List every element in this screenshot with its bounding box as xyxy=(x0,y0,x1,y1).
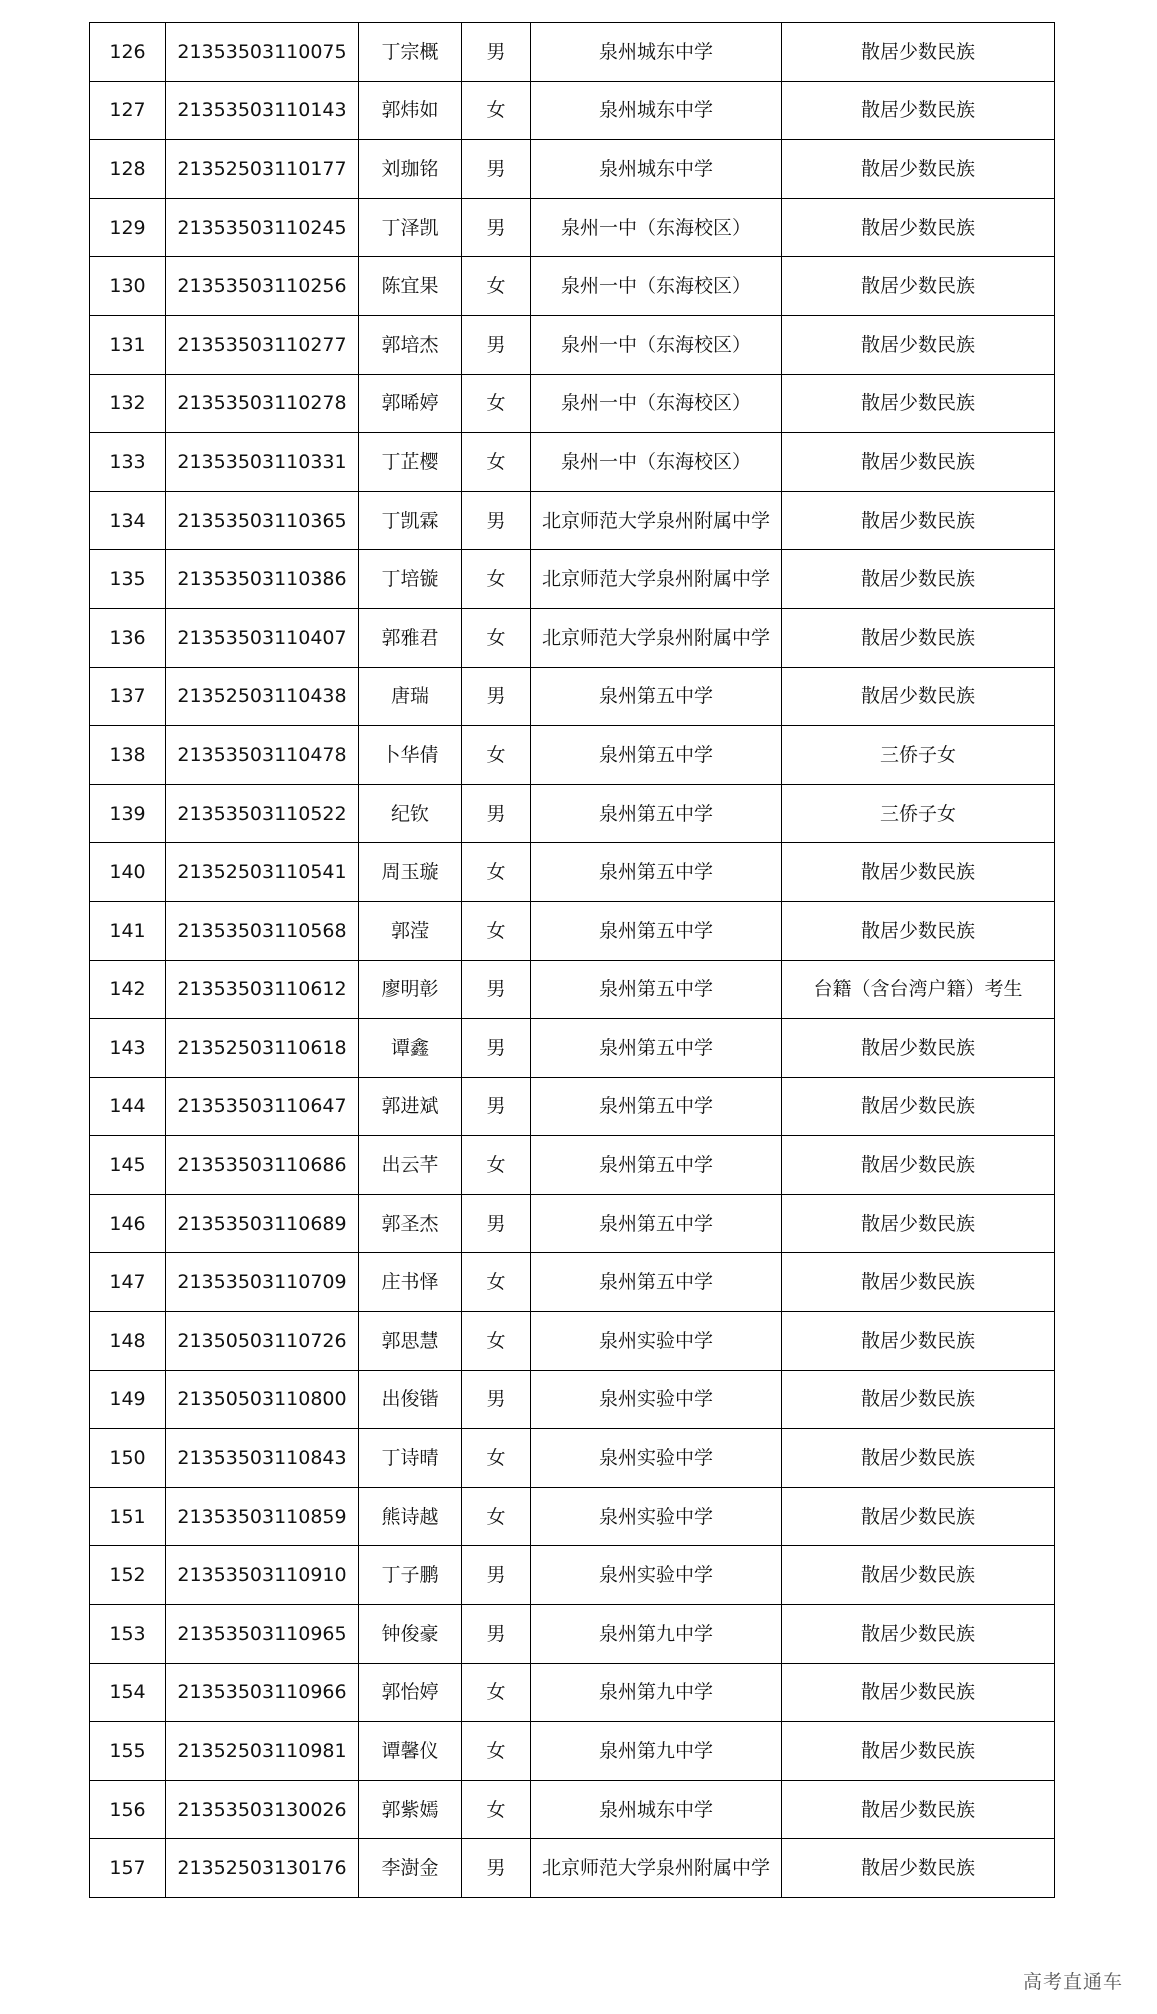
table-row xyxy=(90,1487,1055,1546)
student-name-cell: 丁芷樱 xyxy=(359,433,462,492)
category-cell: 散居少数民族 xyxy=(782,491,1055,550)
school-cell: 泉州实验中学 xyxy=(531,1370,782,1429)
watermark-text: 高考直通车 xyxy=(1022,1971,1123,1993)
exam-id-cell: 21353503110386 xyxy=(166,550,359,609)
table-row xyxy=(90,1839,1055,1898)
table-row xyxy=(90,257,1055,316)
table-row xyxy=(90,1429,1055,1488)
school-cell: 泉州实验中学 xyxy=(531,1312,782,1371)
school-cell: 泉州第九中学 xyxy=(531,1722,782,1781)
gender-cell: 男 xyxy=(462,23,531,82)
student-name-cell: 出云芊 xyxy=(359,1136,462,1195)
exam-id-cell: 21350503110726 xyxy=(166,1312,359,1371)
gender-cell: 女 xyxy=(462,374,531,433)
table-row xyxy=(90,198,1055,257)
gender-cell: 男 xyxy=(462,1194,531,1253)
category-cell: 散居少数民族 xyxy=(782,140,1055,199)
category-cell: 散居少数民族 xyxy=(782,1194,1055,1253)
gender-cell: 女 xyxy=(462,1253,531,1312)
student-name-cell: 周玉璇 xyxy=(359,843,462,902)
exam-id-cell: 21353503110478 xyxy=(166,726,359,785)
table-row xyxy=(90,960,1055,1019)
exam-id-cell: 21353503110277 xyxy=(166,315,359,374)
roster-table-body xyxy=(90,23,1055,1898)
table-row xyxy=(90,1077,1055,1136)
student-name-cell: 郭紫嫣 xyxy=(359,1780,462,1839)
serial-number-cell: 135 xyxy=(90,550,166,609)
gender-cell: 男 xyxy=(462,1370,531,1429)
gender-cell: 女 xyxy=(462,257,531,316)
table-row xyxy=(90,667,1055,726)
table-row xyxy=(90,1136,1055,1195)
serial-number-cell: 142 xyxy=(90,960,166,1019)
gender-cell: 女 xyxy=(462,1487,531,1546)
student-name-cell: 纪钦 xyxy=(359,784,462,843)
category-cell: 散居少数民族 xyxy=(782,1487,1055,1546)
student-name-cell: 卜华倩 xyxy=(359,726,462,785)
school-cell: 泉州第五中学 xyxy=(531,960,782,1019)
category-cell: 散居少数民族 xyxy=(782,1605,1055,1664)
student-name-cell: 郭怡婷 xyxy=(359,1663,462,1722)
category-cell: 散居少数民族 xyxy=(782,1722,1055,1781)
gender-cell: 女 xyxy=(462,1780,531,1839)
exam-id-cell: 21352503110541 xyxy=(166,843,359,902)
gender-cell: 男 xyxy=(462,1605,531,1664)
student-name-cell: 郭雅君 xyxy=(359,608,462,667)
school-cell: 泉州第五中学 xyxy=(531,1253,782,1312)
table-row xyxy=(90,1546,1055,1605)
table-row xyxy=(90,1722,1055,1781)
table-row xyxy=(90,491,1055,550)
serial-number-cell: 131 xyxy=(90,315,166,374)
category-cell: 散居少数民族 xyxy=(782,1370,1055,1429)
table-row xyxy=(90,843,1055,902)
exam-id-cell: 21353503110245 xyxy=(166,198,359,257)
gender-cell: 男 xyxy=(462,315,531,374)
serial-number-cell: 150 xyxy=(90,1429,166,1488)
category-cell: 散居少数民族 xyxy=(782,374,1055,433)
serial-number-cell: 134 xyxy=(90,491,166,550)
school-cell: 泉州一中（东海校区） xyxy=(531,257,782,316)
category-cell: 散居少数民族 xyxy=(782,433,1055,492)
serial-number-cell: 153 xyxy=(90,1605,166,1664)
school-cell: 泉州第九中学 xyxy=(531,1605,782,1664)
school-cell: 泉州城东中学 xyxy=(531,23,782,82)
serial-number-cell: 132 xyxy=(90,374,166,433)
student-name-cell: 郭滢 xyxy=(359,901,462,960)
student-name-cell: 熊诗越 xyxy=(359,1487,462,1546)
serial-number-cell: 138 xyxy=(90,726,166,785)
exam-id-cell: 21352503110177 xyxy=(166,140,359,199)
serial-number-cell: 152 xyxy=(90,1546,166,1605)
category-cell: 散居少数民族 xyxy=(782,1019,1055,1078)
category-cell: 三侨子女 xyxy=(782,784,1055,843)
exam-id-cell: 21352503110981 xyxy=(166,1722,359,1781)
gender-cell: 男 xyxy=(462,960,531,1019)
table-row xyxy=(90,1663,1055,1722)
table-row xyxy=(90,1370,1055,1429)
gender-cell: 女 xyxy=(462,550,531,609)
gender-cell: 女 xyxy=(462,843,531,902)
school-cell: 泉州实验中学 xyxy=(531,1487,782,1546)
table-row xyxy=(90,1605,1055,1664)
student-name-cell: 丁诗晴 xyxy=(359,1429,462,1488)
school-cell: 北京师范大学泉州附属中学 xyxy=(531,491,782,550)
serial-number-cell: 128 xyxy=(90,140,166,199)
exam-id-cell: 21353503110612 xyxy=(166,960,359,1019)
school-cell: 北京师范大学泉州附属中学 xyxy=(531,608,782,667)
school-cell: 泉州一中（东海校区） xyxy=(531,315,782,374)
school-cell: 泉州第五中学 xyxy=(531,1194,782,1253)
roster-table xyxy=(89,22,1055,1898)
serial-number-cell: 146 xyxy=(90,1194,166,1253)
serial-number-cell: 157 xyxy=(90,1839,166,1898)
exam-id-cell: 21353503110910 xyxy=(166,1546,359,1605)
student-name-cell: 郭晞婷 xyxy=(359,374,462,433)
gender-cell: 男 xyxy=(462,667,531,726)
gender-cell: 男 xyxy=(462,198,531,257)
school-cell: 泉州城东中学 xyxy=(531,140,782,199)
school-cell: 北京师范大学泉州附属中学 xyxy=(531,1839,782,1898)
serial-number-cell: 156 xyxy=(90,1780,166,1839)
student-name-cell: 郭圣杰 xyxy=(359,1194,462,1253)
category-cell: 散居少数民族 xyxy=(782,1312,1055,1371)
gender-cell: 女 xyxy=(462,1429,531,1488)
gender-cell: 男 xyxy=(462,1839,531,1898)
category-cell: 散居少数民族 xyxy=(782,1546,1055,1605)
student-name-cell: 郭培杰 xyxy=(359,315,462,374)
exam-id-cell: 21353503110256 xyxy=(166,257,359,316)
exam-id-cell: 21353503110965 xyxy=(166,1605,359,1664)
school-cell: 泉州第五中学 xyxy=(531,784,782,843)
category-cell: 三侨子女 xyxy=(782,726,1055,785)
gender-cell: 男 xyxy=(462,1077,531,1136)
school-cell: 北京师范大学泉州附属中学 xyxy=(531,550,782,609)
exam-id-cell: 21353503110522 xyxy=(166,784,359,843)
category-cell: 散居少数民族 xyxy=(782,1429,1055,1488)
gender-cell: 女 xyxy=(462,726,531,785)
school-cell: 泉州第五中学 xyxy=(531,667,782,726)
student-name-cell: 丁培镟 xyxy=(359,550,462,609)
table-row xyxy=(90,81,1055,140)
school-cell: 泉州第九中学 xyxy=(531,1663,782,1722)
student-name-cell: 唐瑞 xyxy=(359,667,462,726)
serial-number-cell: 129 xyxy=(90,198,166,257)
school-cell: 泉州实验中学 xyxy=(531,1429,782,1488)
gender-cell: 女 xyxy=(462,81,531,140)
category-cell: 散居少数民族 xyxy=(782,1136,1055,1195)
category-cell: 散居少数民族 xyxy=(782,1663,1055,1722)
roster-table-container xyxy=(89,22,1055,1898)
table-row xyxy=(90,140,1055,199)
gender-cell: 女 xyxy=(462,1136,531,1195)
exam-id-cell: 21353503110075 xyxy=(166,23,359,82)
gender-cell: 女 xyxy=(462,433,531,492)
student-name-cell: 郭炜如 xyxy=(359,81,462,140)
serial-number-cell: 140 xyxy=(90,843,166,902)
student-name-cell: 谭馨仪 xyxy=(359,1722,462,1781)
category-cell: 散居少数民族 xyxy=(782,1839,1055,1898)
category-cell: 散居少数民族 xyxy=(782,257,1055,316)
exam-id-cell: 21352503110618 xyxy=(166,1019,359,1078)
category-cell: 散居少数民族 xyxy=(782,901,1055,960)
serial-number-cell: 137 xyxy=(90,667,166,726)
category-cell: 散居少数民族 xyxy=(782,608,1055,667)
serial-number-cell: 141 xyxy=(90,901,166,960)
serial-number-cell: 155 xyxy=(90,1722,166,1781)
table-row xyxy=(90,1194,1055,1253)
exam-id-cell: 21350503110800 xyxy=(166,1370,359,1429)
gender-cell: 男 xyxy=(462,1019,531,1078)
gender-cell: 女 xyxy=(462,1312,531,1371)
table-row xyxy=(90,608,1055,667)
school-cell: 泉州第五中学 xyxy=(531,1019,782,1078)
school-cell: 泉州实验中学 xyxy=(531,1546,782,1605)
exam-id-cell: 21353503110278 xyxy=(166,374,359,433)
gender-cell: 男 xyxy=(462,784,531,843)
exam-id-cell: 21353503110689 xyxy=(166,1194,359,1253)
exam-id-cell: 21353503110686 xyxy=(166,1136,359,1195)
table-row xyxy=(90,433,1055,492)
table-row xyxy=(90,23,1055,82)
student-name-cell: 廖明彰 xyxy=(359,960,462,1019)
exam-id-cell: 21353503110331 xyxy=(166,433,359,492)
school-cell: 泉州一中（东海校区） xyxy=(531,433,782,492)
student-name-cell: 郭思慧 xyxy=(359,1312,462,1371)
table-row xyxy=(90,374,1055,433)
serial-number-cell: 148 xyxy=(90,1312,166,1371)
gender-cell: 男 xyxy=(462,491,531,550)
serial-number-cell: 154 xyxy=(90,1663,166,1722)
serial-number-cell: 139 xyxy=(90,784,166,843)
table-row xyxy=(90,1019,1055,1078)
category-cell: 台籍（含台湾户籍）考生 xyxy=(782,960,1055,1019)
student-name-cell: 刘珈铭 xyxy=(359,140,462,199)
serial-number-cell: 149 xyxy=(90,1370,166,1429)
student-name-cell: 庄书怿 xyxy=(359,1253,462,1312)
student-name-cell: 丁宗概 xyxy=(359,23,462,82)
student-name-cell: 谭鑫 xyxy=(359,1019,462,1078)
student-name-cell: 丁泽凯 xyxy=(359,198,462,257)
serial-number-cell: 126 xyxy=(90,23,166,82)
serial-number-cell: 151 xyxy=(90,1487,166,1546)
exam-id-cell: 21353503110966 xyxy=(166,1663,359,1722)
gender-cell: 女 xyxy=(462,608,531,667)
student-name-cell: 丁子鹏 xyxy=(359,1546,462,1605)
table-row xyxy=(90,1780,1055,1839)
category-cell: 散居少数民族 xyxy=(782,1253,1055,1312)
exam-id-cell: 21353503110365 xyxy=(166,491,359,550)
exam-id-cell: 21352503130176 xyxy=(166,1839,359,1898)
serial-number-cell: 147 xyxy=(90,1253,166,1312)
exam-id-cell: 21353503130026 xyxy=(166,1780,359,1839)
exam-id-cell: 21353503110859 xyxy=(166,1487,359,1546)
student-name-cell: 出俊锴 xyxy=(359,1370,462,1429)
gender-cell: 女 xyxy=(462,901,531,960)
category-cell: 散居少数民族 xyxy=(782,23,1055,82)
gender-cell: 男 xyxy=(462,1546,531,1605)
school-cell: 泉州城东中学 xyxy=(531,81,782,140)
school-cell: 泉州一中（东海校区） xyxy=(531,374,782,433)
student-name-cell: 陈宜果 xyxy=(359,257,462,316)
school-cell: 泉州第五中学 xyxy=(531,901,782,960)
table-row xyxy=(90,901,1055,960)
table-row xyxy=(90,550,1055,609)
category-cell: 散居少数民族 xyxy=(782,843,1055,902)
category-cell: 散居少数民族 xyxy=(782,667,1055,726)
student-name-cell: 丁凯霖 xyxy=(359,491,462,550)
table-row xyxy=(90,784,1055,843)
exam-id-cell: 21353503110407 xyxy=(166,608,359,667)
serial-number-cell: 145 xyxy=(90,1136,166,1195)
school-cell: 泉州第五中学 xyxy=(531,726,782,785)
exam-id-cell: 21353503110709 xyxy=(166,1253,359,1312)
school-cell: 泉州城东中学 xyxy=(531,1780,782,1839)
exam-id-cell: 21353503110843 xyxy=(166,1429,359,1488)
exam-id-cell: 21353503110143 xyxy=(166,81,359,140)
category-cell: 散居少数民族 xyxy=(782,1780,1055,1839)
serial-number-cell: 130 xyxy=(90,257,166,316)
school-cell: 泉州一中（东海校区） xyxy=(531,198,782,257)
category-cell: 散居少数民族 xyxy=(782,81,1055,140)
student-name-cell: 李澍金 xyxy=(359,1839,462,1898)
serial-number-cell: 144 xyxy=(90,1077,166,1136)
table-row xyxy=(90,1312,1055,1371)
exam-id-cell: 21353503110647 xyxy=(166,1077,359,1136)
gender-cell: 女 xyxy=(462,1663,531,1722)
school-cell: 泉州第五中学 xyxy=(531,843,782,902)
table-row xyxy=(90,1253,1055,1312)
school-cell: 泉州第五中学 xyxy=(531,1077,782,1136)
gender-cell: 女 xyxy=(462,1722,531,1781)
school-cell: 泉州第五中学 xyxy=(531,1136,782,1195)
gender-cell: 男 xyxy=(462,140,531,199)
serial-number-cell: 136 xyxy=(90,608,166,667)
serial-number-cell: 127 xyxy=(90,81,166,140)
serial-number-cell: 133 xyxy=(90,433,166,492)
category-cell: 散居少数民族 xyxy=(782,198,1055,257)
table-row xyxy=(90,726,1055,785)
serial-number-cell: 143 xyxy=(90,1019,166,1078)
category-cell: 散居少数民族 xyxy=(782,1077,1055,1136)
category-cell: 散居少数民族 xyxy=(782,315,1055,374)
student-name-cell: 钟俊豪 xyxy=(359,1605,462,1664)
exam-id-cell: 21352503110438 xyxy=(166,667,359,726)
category-cell: 散居少数民族 xyxy=(782,550,1055,609)
exam-id-cell: 21353503110568 xyxy=(166,901,359,960)
table-row xyxy=(90,315,1055,374)
student-name-cell: 郭进斌 xyxy=(359,1077,462,1136)
